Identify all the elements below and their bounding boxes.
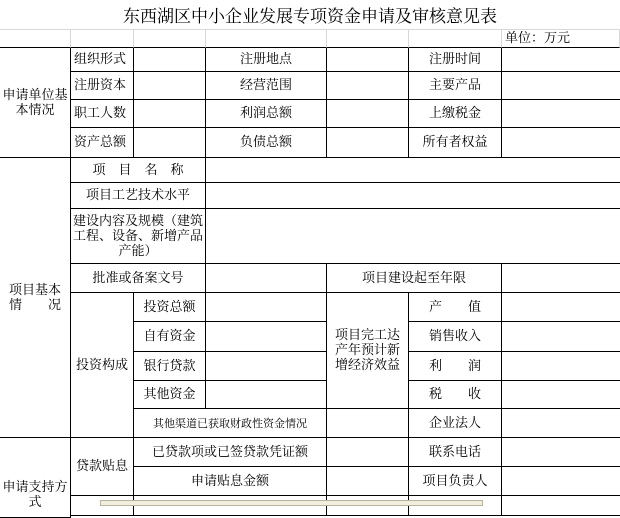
owner-equity-input[interactable] — [502, 128, 620, 158]
build-period-input[interactable] — [502, 264, 620, 293]
total-assets-input[interactable] — [134, 128, 206, 158]
label-project-name: 项 目 名 称 — [71, 158, 206, 183]
sales-revenue-input[interactable] — [502, 322, 620, 352]
tech-level-input[interactable] — [206, 183, 620, 209]
label-subsidy-amount: 申请贴息金额 — [134, 467, 327, 496]
label-bank-loan: 银行贷款 — [134, 352, 206, 381]
label-total-liabilities: 负债总额 — [206, 128, 327, 158]
label-approval-no: 批准或备案文号 — [71, 264, 206, 293]
grid-cell[interactable] — [0, 30, 71, 48]
grid-cell[interactable] — [327, 496, 409, 516]
label-own-funds: 自有资金 — [134, 322, 206, 352]
label-loan-amount: 已贷款项或已签贷款凭证额 — [134, 438, 327, 467]
label-loan-subsidy: 贷款贴息 — [71, 438, 134, 496]
label-construction: 建设内容及规模（建筑工程、设备、新增产品产能） — [71, 209, 206, 264]
section-project-label: 项目基本 情 况 — [0, 158, 71, 438]
tax-input[interactable] — [502, 381, 620, 409]
grid-cell[interactable] — [134, 30, 206, 48]
subsidy-amount-input[interactable] — [327, 467, 409, 496]
reg-capital-input[interactable] — [134, 72, 206, 100]
grid-cell[interactable] — [409, 30, 502, 48]
label-employees: 职工人数 — [71, 100, 134, 128]
employees-input[interactable] — [134, 100, 206, 128]
taxes-paid-input[interactable] — [502, 100, 620, 128]
label-project-lead: 项目负责人 — [409, 467, 502, 496]
grid-cell[interactable] — [502, 496, 620, 516]
unit-label: 单位：万元 — [505, 31, 571, 46]
other-fiscal-input[interactable] — [327, 409, 409, 438]
label-other-fiscal: 其他渠道已获取财政性资金情况 — [134, 409, 327, 438]
label-benefit: 项目完工达产年预计新增经济效益 — [327, 293, 409, 409]
label-legal-person: 企业法人 — [409, 409, 502, 438]
label-phone: 联系电话 — [409, 438, 502, 467]
label-sales-revenue: 销售收入 — [409, 322, 502, 352]
business-scope-input[interactable] — [327, 72, 409, 100]
label-reg-time: 注册时间 — [409, 48, 502, 72]
grid-cell[interactable] — [409, 496, 502, 516]
grid-cell[interactable] — [71, 30, 134, 48]
label-other-funds: 其他资金 — [134, 381, 206, 409]
label-total-assets: 资产总额 — [71, 128, 134, 158]
form-title: 东西湖区中小企业发展专项资金申请及审核意见表 — [0, 0, 620, 30]
grid-cell[interactable] — [134, 496, 327, 516]
label-profit: 利 润 — [409, 352, 502, 381]
grid-cell[interactable] — [327, 30, 409, 48]
label-main-products: 主要产品 — [409, 72, 502, 100]
own-funds-input[interactable] — [206, 322, 327, 352]
construction-input[interactable] — [206, 209, 620, 264]
label-org-form: 组织形式 — [71, 48, 134, 72]
label-total-profit: 利润总额 — [206, 100, 327, 128]
loan-amount-input[interactable] — [327, 438, 409, 467]
section-support-label: 申请支持方式 — [0, 438, 71, 518]
label-reg-capital: 注册资本 — [71, 72, 134, 100]
label-build-period: 项目建设起至年限 — [327, 264, 502, 293]
project-name-input[interactable] — [206, 158, 620, 183]
project-lead-input[interactable] — [502, 467, 620, 496]
other-funds-input[interactable] — [206, 381, 327, 409]
label-investment: 投资构成 — [71, 293, 134, 438]
output-value-input[interactable] — [502, 293, 620, 322]
label-tax: 税 收 — [409, 381, 502, 409]
reg-place-input[interactable] — [327, 48, 409, 72]
reg-time-input[interactable] — [502, 48, 620, 72]
total-liabilities-input[interactable] — [327, 128, 409, 158]
profit-input[interactable] — [502, 352, 620, 381]
label-business-scope: 经营范围 — [206, 72, 327, 100]
section-applicant-label: 申请单位基本情况 — [0, 48, 71, 158]
total-profit-input[interactable] — [327, 100, 409, 128]
bank-loan-input[interactable] — [206, 352, 327, 381]
approval-no-input[interactable] — [206, 264, 327, 293]
org-form-input[interactable] — [134, 48, 206, 72]
label-invest-total: 投资总额 — [134, 293, 206, 322]
label-owner-equity: 所有者权益 — [409, 128, 502, 158]
phone-input[interactable] — [502, 438, 620, 467]
legal-person-input[interactable] — [502, 409, 620, 438]
grid-cell[interactable] — [71, 496, 134, 516]
grid-cell[interactable] — [206, 30, 327, 48]
label-taxes-paid: 上缴税金 — [409, 100, 502, 128]
tooltip-bar — [100, 500, 483, 506]
label-tech-level: 项目工艺技术水平 — [71, 183, 206, 209]
main-products-input[interactable] — [502, 72, 620, 100]
label-output-value: 产 值 — [409, 293, 502, 322]
invest-total-input[interactable] — [206, 293, 327, 322]
label-reg-place: 注册地点 — [206, 48, 327, 72]
